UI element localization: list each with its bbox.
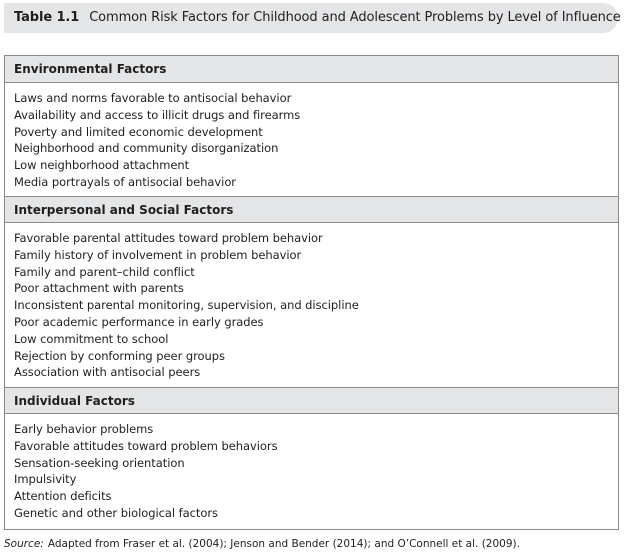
list-item: Low commitment to school bbox=[14, 331, 169, 346]
list-item: Family and parent–child conflict bbox=[14, 264, 195, 279]
section-header-individual: Individual Factors bbox=[5, 387, 618, 414]
list-item: Favorable attitudes toward problem behaviors bbox=[14, 438, 278, 453]
list-item: Impulsivity bbox=[14, 472, 77, 487]
list-item: Early behavior problems bbox=[14, 422, 154, 436]
list-item: Association with antisocial peers bbox=[14, 365, 201, 380]
list-item: Media portrayals of antisocial behavior bbox=[14, 174, 236, 189]
list-item: Favorable parental attitudes toward problem behavior bbox=[14, 231, 323, 245]
list-item: Laws and norms favorable to antisocial behavior bbox=[14, 91, 292, 105]
environmental-factors-list bbox=[14, 90, 300, 191]
section-header-interpersonal: Interpersonal and Social Factors bbox=[5, 196, 618, 223]
table-title-bar bbox=[4, 3, 621, 33]
list-item: Poor academic performance in early grades bbox=[14, 314, 264, 329]
table-number: Table 1.1 bbox=[14, 10, 80, 25]
risk-factors-table bbox=[4, 55, 619, 530]
source-label: Source: bbox=[4, 538, 44, 550]
list-item: Poverty and limited economic development bbox=[14, 124, 263, 139]
list-item: Rejection by conforming peer groups bbox=[14, 348, 225, 363]
list-item: Neighborhood and community disorganization bbox=[14, 141, 279, 156]
source-text: Adapted from Fraser et al. (2004); Jenson and Bender (2014); and O’Connell et al. (2009). bbox=[47, 538, 520, 550]
source-note bbox=[4, 538, 520, 550]
individual-factors-list bbox=[14, 421, 278, 522]
list-item: Inconsistent parental monitoring, supervision, and discipline bbox=[14, 298, 359, 313]
list-item: Family history of involvement in problem behavior bbox=[14, 247, 302, 262]
table-title: Common Risk Factors for Childhood and Adolescent Problems by Level of Influence bbox=[89, 10, 621, 25]
list-item: Availability and access to illicit drugs and firearms bbox=[14, 107, 301, 122]
section-header-environmental: Environmental Factors bbox=[5, 56, 618, 83]
interpersonal-factors-list bbox=[14, 230, 359, 381]
list-item: Genetic and other biological factors bbox=[14, 505, 218, 520]
list-item: Poor attachment with parents bbox=[14, 281, 184, 296]
list-item: Attention deficits bbox=[14, 489, 112, 504]
list-item: Low neighborhood attachment bbox=[14, 158, 190, 173]
list-item: Sensation-seeking orientation bbox=[14, 455, 185, 470]
